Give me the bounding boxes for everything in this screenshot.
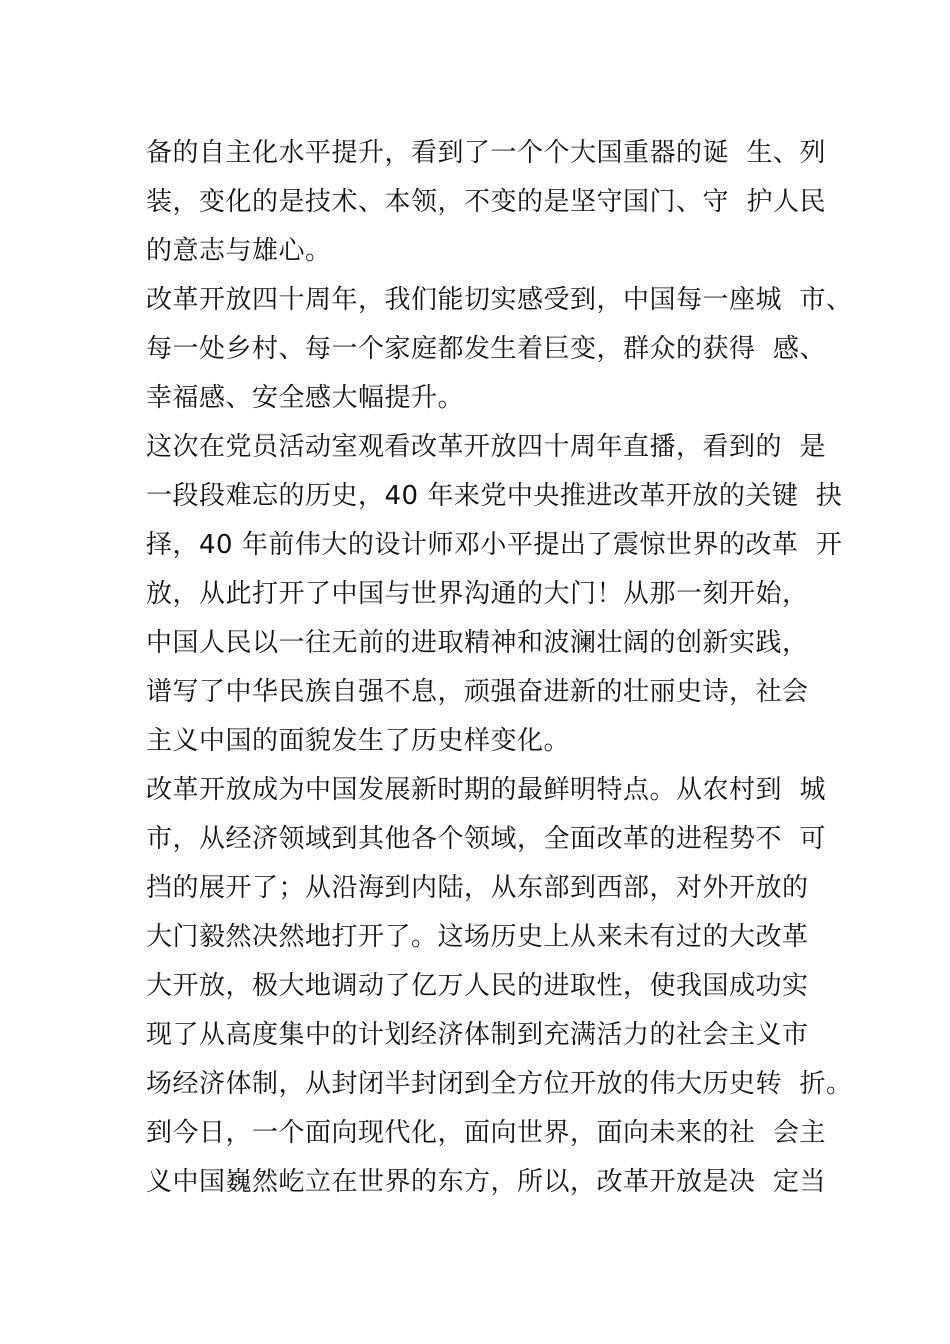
text-line: 备的自主化水平提升，看到了一个个大国重器的诞 生、列 — [146, 138, 827, 168]
text-line: 的意志与雄心。 — [146, 236, 332, 266]
text-line: 市，从经济领域到其他各个领域，全面改革的进程势不 可 — [146, 824, 827, 854]
text-line: 大门毅然决然地打开了。这场历史上从来未有过的大改革 — [146, 922, 809, 952]
text-line: 谱写了中华民族自强不息，顽强奋进新的壮丽史诗，社会 — [146, 677, 809, 707]
text-line: 到今日，一个面向现代化，面向世界，面向未来的社 会主 — [146, 1118, 827, 1148]
text-line: 这次在党员活动室观看改革开放四十周年直播，看到的 是 — [146, 432, 827, 462]
text-line: 放，从此打开了中国与世界沟通的大门！从那一刻开始， — [146, 579, 809, 609]
text-line: 挡的展开了；从沿海到内陆，从东部到西部，对外开放的 — [146, 873, 809, 903]
text-line: 装，变化的是技术、本领，不变的是坚守国门、守 护人民 — [146, 187, 827, 217]
text-line: 中国人民以一往无前的进取精神和波澜壮阔的创新实践， — [146, 628, 809, 658]
text-line: 改革开放四十周年，我们能切实感受到，中国每一座城 市、 — [146, 285, 853, 315]
text-line: 幸福感、安全感大幅提升。 — [146, 383, 465, 413]
text-line: 每一处乡村、每一个家庭都发生着巨变，群众的获得 感、 — [146, 334, 827, 364]
text-line: 现了从高度集中的计划经济体制到充满活力的社会主义市 — [146, 1020, 809, 1050]
body-text — [146, 129, 853, 1207]
text-line: 择，40 年前伟大的设计师邓小平提出了震惊世界的改革 开 — [146, 530, 843, 560]
text-line: 大开放，极大地调动了亿万人民的进取性，使我国成功实 — [146, 971, 809, 1001]
text-line: 一段段难忘的历史，40 年来党中央推进改革开放的关键 抉 — [146, 481, 843, 511]
text-line: 场经济体制，从封闭半封闭到全方位开放的伟大历史转 折。 — [146, 1069, 853, 1099]
text-line: 义中国巍然屹立在世界的东方，所以，改革开放是决 定当 — [146, 1167, 827, 1197]
text-line: 改革开放成为中国发展新时期的最鲜明特点。从农村到 城 — [146, 775, 827, 805]
text-line: 主义中国的面貌发生了历史样变化。 — [146, 726, 571, 756]
